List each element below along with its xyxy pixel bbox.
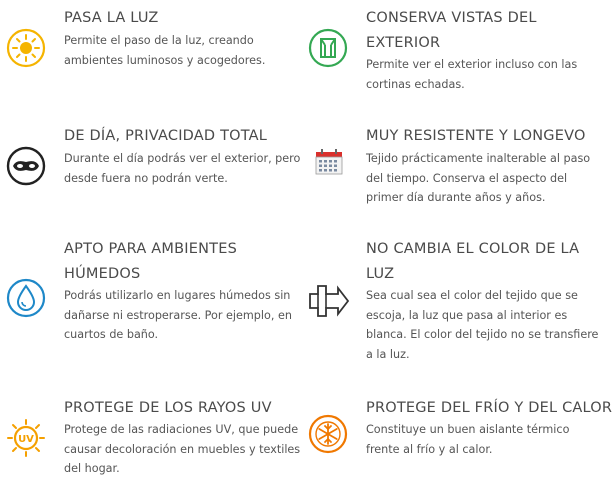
snow-sun-icon	[308, 414, 348, 454]
feature-title: DE DÍA, PRIVACIDAD TOTAL	[64, 128, 268, 144]
eye-mask-icon	[6, 146, 46, 186]
feature-description: Constituye un buen aislante térmico frente al frío y al calor.	[366, 423, 570, 456]
feature-description: Permite ver el exterior incluso con las cortinas echadas.	[366, 58, 578, 91]
feature-description: Podrás utilizarlo en lugares húmedos sin dañarse ni estroperarse. Por ejemplo, en cuartos de baño.	[64, 289, 292, 341]
color-transfer-arrow-icon	[308, 280, 350, 322]
feature-description: Protege de las radiaciones UV, que puede causar decoloración en muebles y textiles del hogar.	[64, 423, 301, 475]
feature-description: Permite el paso de la luz, creando ambientes luminosos y acogedores.	[64, 34, 266, 67]
feature-title: PROTEGE DE LOS RAYOS UV	[64, 400, 272, 416]
feature-description: Tejido prácticamente inalterable al paso del tiempo. Conserva el aspecto del primer día durante años y años.	[366, 152, 591, 204]
feature-title: CONSERVA VISTAS DEL EXTERIOR	[366, 10, 537, 51]
feature-title: PROTEGE DEL FRÍO Y DEL CALOR	[366, 400, 612, 416]
feature-title: MUY RESISTENTE Y LONGEVO	[366, 128, 586, 144]
water-drop-icon	[6, 278, 46, 318]
feature-title: PASA LA LUZ	[64, 10, 159, 26]
feature-description: Durante el día podrás ver el exterior, pero desde fuera no podrán verte.	[64, 152, 301, 185]
feature-title: APTO PARA AMBIENTES HÚMEDOS	[64, 241, 237, 282]
calendar-icon	[312, 146, 346, 180]
uv-sun-icon	[6, 418, 46, 458]
window-view-icon	[308, 28, 348, 68]
sun-icon	[6, 28, 46, 68]
feature-title: NO CAMBIA EL COLOR DE LA LUZ	[366, 241, 580, 282]
feature-description: Sea cual sea el color del tejido que se escoja, la luz que pasa al interior es blanca. El color del tejido no se transfiere a la luz.	[366, 289, 599, 361]
svg-text:UV: UV	[18, 434, 34, 445]
